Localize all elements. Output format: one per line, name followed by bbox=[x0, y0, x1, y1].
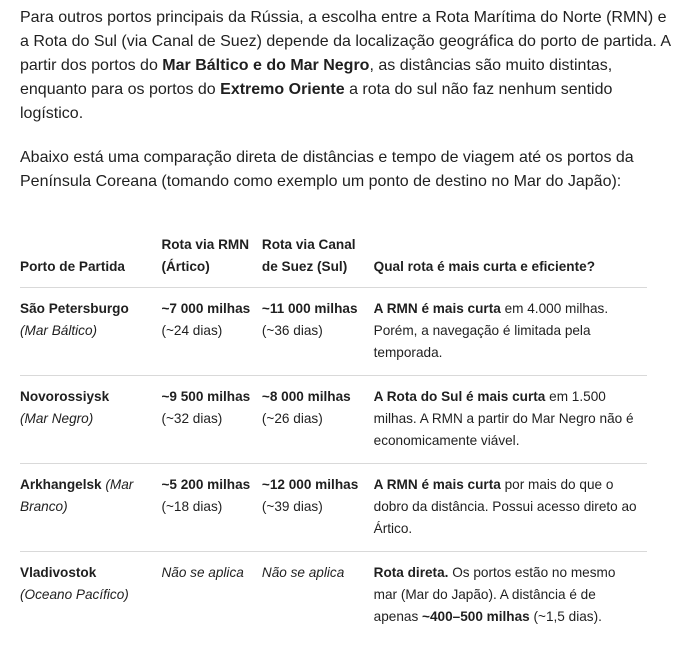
verdict-cell bbox=[374, 464, 647, 552]
suez-cell bbox=[262, 464, 374, 552]
intro-bold-text: Mar Báltico e do Mar Negro bbox=[162, 57, 370, 74]
sea-name: (Oceano Pacífico) bbox=[20, 587, 129, 602]
suez-days: (~39 dias) bbox=[261, 499, 323, 514]
header-rmn: Rota via RMN (Ártico) bbox=[161, 226, 261, 288]
verdict-text: Os portos estão no mesmo mar (Mar do Japão). A distância é de apenas bbox=[373, 565, 616, 624]
intro-text: Para outros portos principais da Rússia, a escolha entre a Rota Marítima do Norte (RMN) e a Rota do Sul (via Canal de Suez) depende da localização geográfica do porto de partida. A partir dos portos do bbox=[20, 9, 671, 74]
intro-paragraph-1 bbox=[20, 6, 675, 126]
suez-days: (~36 dias) bbox=[261, 323, 323, 338]
suez-cell bbox=[262, 376, 374, 464]
port-name: São Petersburgo bbox=[20, 301, 129, 316]
verdict-text: por mais do que o dobro da distância. Possui acesso direto ao Ártico. bbox=[373, 477, 637, 536]
verdict-tail: (~1,5 dias). bbox=[529, 609, 602, 624]
rmn-cell bbox=[161, 552, 261, 640]
verdict-bold: A Rota do Sul é mais curta bbox=[373, 389, 546, 404]
intro-text: , as distâncias são muito distintas, enquanto para os portos do bbox=[20, 57, 613, 98]
header-origin: Porto de Partida bbox=[20, 226, 161, 288]
intro-bold-text: Extremo Oriente bbox=[220, 81, 345, 98]
table-row bbox=[20, 376, 647, 464]
table-row bbox=[20, 552, 647, 640]
verdict-bold: A RMN é mais curta bbox=[373, 301, 501, 316]
table-row bbox=[20, 288, 647, 376]
verdict-cell bbox=[374, 376, 647, 464]
origin-cell bbox=[20, 376, 161, 464]
suez-not-applicable: Não se aplica bbox=[261, 565, 345, 580]
origin-cell bbox=[20, 288, 161, 376]
suez-distance: ~12 000 milhas bbox=[261, 477, 359, 492]
suez-distance: ~11 000 milhas bbox=[261, 301, 358, 316]
table-row bbox=[20, 464, 647, 552]
comparison-table bbox=[20, 226, 647, 639]
verdict-cell bbox=[374, 552, 647, 640]
verdict-bold: Rota direta. bbox=[373, 565, 449, 580]
rmn-distance: ~5 200 milhas bbox=[161, 477, 251, 492]
intro-paragraph-2: Abaixo está uma comparação direta de distâncias e tempo de viagem até os portos da Península Coreana (tomando como exemplo um ponto de destino no Mar do Japão): bbox=[20, 149, 634, 190]
verdict-text: em 4.000 milhas. Porém, a navegação é limitada pela temporada. bbox=[373, 301, 609, 360]
rmn-days: (~18 dias) bbox=[161, 499, 223, 514]
sea-name: (Mar Branco) bbox=[20, 477, 134, 514]
port-name: Novorossiysk bbox=[20, 389, 110, 404]
rmn-days: (~32 dias) bbox=[161, 411, 223, 426]
rmn-distance: ~9 500 milhas bbox=[161, 389, 251, 404]
header-suez: Rota via Canal de Suez (Sul) bbox=[262, 226, 374, 288]
rmn-cell bbox=[161, 376, 261, 464]
table-header bbox=[20, 226, 647, 288]
sea-name: (Mar Báltico) bbox=[20, 323, 98, 338]
sea-name: (Mar Negro) bbox=[20, 411, 94, 426]
rmn-cell bbox=[161, 464, 261, 552]
intro-text: a rota do sul não faz nenhum sentido logístico. bbox=[20, 81, 613, 122]
rmn-cell bbox=[161, 288, 261, 376]
suez-distance: ~8 000 milhas bbox=[261, 389, 351, 404]
verdict-text: em 1.500 milhas. A RMN a partir do Mar Negro não é economicamente viável. bbox=[373, 389, 634, 448]
verdict-bold-distance: ~400–500 milhas bbox=[422, 609, 530, 624]
rmn-days: (~24 dias) bbox=[161, 323, 223, 338]
verdict-bold: A RMN é mais curta bbox=[373, 477, 501, 492]
suez-cell bbox=[262, 288, 374, 376]
origin-cell bbox=[20, 464, 161, 552]
port-name: Arkhangelsk bbox=[20, 477, 102, 492]
header-verdict: Qual rota é mais curta e eficiente? bbox=[374, 226, 647, 288]
verdict-cell bbox=[374, 288, 647, 376]
suez-cell bbox=[262, 552, 374, 640]
suez-days: (~26 dias) bbox=[261, 411, 323, 426]
table-header-row bbox=[20, 226, 647, 288]
port-name: Vladivostok bbox=[20, 565, 97, 580]
origin-cell bbox=[20, 552, 161, 640]
rmn-distance: ~7 000 milhas bbox=[161, 301, 251, 316]
rmn-not-applicable: Não se aplica bbox=[161, 565, 244, 580]
